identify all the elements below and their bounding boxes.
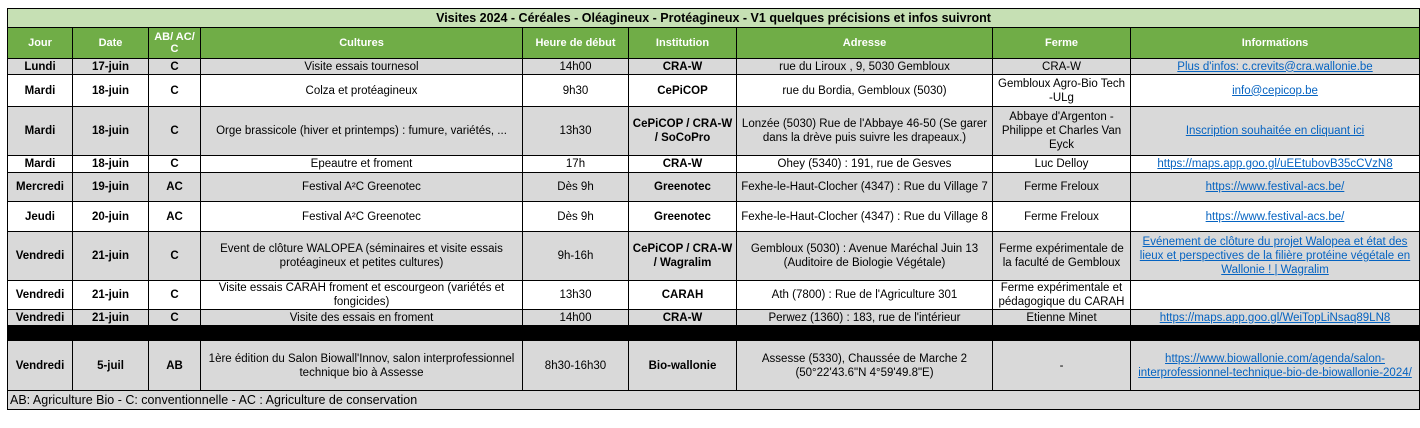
info-link[interactable]: https://maps.app.goo.gl/WeiTopLiNsaq89LN8: [1159, 311, 1391, 324]
cell-date: 19-juin: [73, 173, 149, 202]
cell-info: [1131, 281, 1420, 310]
cell-cultures: Visite essais CARAH froment et escourgeon (variétés et fongicides): [201, 281, 523, 310]
cell-institution: Bio-wallonie: [629, 341, 737, 391]
cell-adresse: Fexhe-le-Haut-Clocher (4347) : Rue du Village 7: [737, 173, 993, 202]
cell-date: 21-juin: [73, 281, 149, 310]
cell-type: AB: [149, 341, 201, 391]
cell-info: [1131, 310, 1420, 326]
cell-cultures: Colza et protéagineux: [201, 75, 523, 107]
cell-type: C: [149, 156, 201, 173]
header-row: [8, 28, 1420, 59]
cell-type: C: [149, 281, 201, 310]
cell-date: 18-juin: [73, 75, 149, 107]
table-row: [8, 107, 1420, 156]
cell-institution: Greenotec: [629, 202, 737, 232]
cell-adresse: Perwez (1360) : 183, rue de l'intérieur: [737, 310, 993, 326]
cell-date: 18-juin: [73, 156, 149, 173]
cell-cultures: Visite essais tournesol: [201, 59, 523, 75]
cell-institution: CRA-W: [629, 310, 737, 326]
cell-adresse: Gembloux (5030) : Avenue Maréchal Juin 13 (Auditoire de Biologie Végétale): [737, 232, 993, 281]
legend-footer: AB: Agriculture Bio - C: conventionnelle - AC : Agriculture de conservation: [8, 391, 1420, 410]
cell-adresse: rue du Liroux , 9, 5030 Gembloux: [737, 59, 993, 75]
info-link[interactable]: Inscription souhaitée en cliquant ici: [1185, 125, 1365, 137]
cell-info: [1131, 75, 1420, 107]
cell-type: C: [149, 59, 201, 75]
sheet-title: Visites 2024 - Céréales - Oléagineux - Protéagineux - V1 quelques précisions et infos suivront: [8, 9, 1420, 28]
cell-date: 18-juin: [73, 107, 149, 156]
cell-info: [1131, 107, 1420, 156]
cell-heure: 14h00: [523, 310, 629, 326]
header-informations: Informations: [1131, 28, 1420, 59]
info-link[interactable]: https://maps.app.goo.gl/uEEtubovB35cCVzN8: [1157, 158, 1393, 170]
table-row: [8, 202, 1420, 232]
cell-jour: Mardi: [8, 107, 73, 156]
cell-cultures: 1ère édition du Salon Biowall'Innov, salon interprofessionnel technique bio à Assesse: [201, 341, 523, 391]
cell-adresse: Fexhe-le-Haut-Clocher (4347) : Rue du Village 8: [737, 202, 993, 232]
cell-ferme: CRA-W: [993, 59, 1131, 75]
cell-institution: CRA-W: [629, 59, 737, 75]
cell-jour: Lundi: [8, 59, 73, 75]
info-link[interactable]: Plus d'infos: c.crevits@cra.wallonie.be: [1177, 60, 1373, 73]
info-link[interactable]: https://www.festival-acs.be/: [1205, 210, 1345, 223]
spreadsheet: [7, 8, 1419, 410]
cell-info: [1131, 341, 1420, 391]
footer-row: [8, 391, 1420, 410]
visits-table: [7, 8, 1420, 410]
header-cultures: Cultures: [201, 28, 523, 59]
cell-cultures: Event de clôture WALOPEA (séminaires et visite essais protéagineux et petites cultures): [201, 232, 523, 281]
header-heure: Heure de début: [523, 28, 629, 59]
table-row: [8, 281, 1420, 310]
table-row: [8, 59, 1420, 75]
cell-heure: 9h-16h: [523, 232, 629, 281]
table-row: [8, 156, 1420, 173]
cell-ferme: -: [993, 341, 1131, 391]
cell-info: [1131, 232, 1420, 281]
header-date: Date: [73, 28, 149, 59]
cell-heure: 17h: [523, 156, 629, 173]
cell-date: 20-juin: [73, 202, 149, 232]
header-adresse: Adresse: [737, 28, 993, 59]
cell-jour: Mardi: [8, 156, 73, 173]
cell-institution: CePiCOP / CRA-W / SoCoPro: [629, 107, 737, 156]
cell-date: 17-juin: [73, 59, 149, 75]
cell-type: AC: [149, 202, 201, 232]
cell-heure: 14h00: [523, 59, 629, 75]
cell-ferme: Gembloux Agro-Bio Tech -ULg: [993, 75, 1131, 107]
table-row: [8, 173, 1420, 202]
cell-info: [1131, 202, 1420, 232]
header-type: AB/ AC/ C: [149, 28, 201, 59]
cell-adresse: Lonzée (5030) Rue de l'Abbaye 46-50 (Se garer dans la drève puis suivre les drapeaux.): [737, 107, 993, 156]
cell-adresse: rue du Bordia, Gembloux (5030): [737, 75, 993, 107]
cell-cultures: Visite des essais en froment: [201, 310, 523, 326]
cell-ferme: Ferme Freloux: [993, 173, 1131, 202]
cell-heure: Dès 9h: [523, 173, 629, 202]
cell-institution: CePiCOP / CRA-W / Wagralim: [629, 232, 737, 281]
cell-ferme: Ferme Freloux: [993, 202, 1131, 232]
table-row: [8, 75, 1420, 107]
info-link[interactable]: info@cepicop.be: [1232, 84, 1318, 97]
cell-date: 5-juil: [73, 341, 149, 391]
cell-adresse: Ath (7800) : Rue de l'Agriculture 301: [737, 281, 993, 310]
cell-heure: 13h30: [523, 281, 629, 310]
cell-type: C: [149, 310, 201, 326]
cell-jour: Jeudi: [8, 202, 73, 232]
cell-cultures: Festival A²C Greenotec: [201, 202, 523, 232]
info-link[interactable]: https://www.biowallonie.com/agenda/salon-interprofessionnel-technique-bio-de-biowallonie-2024/: [1138, 352, 1412, 379]
cell-type: AC: [149, 173, 201, 202]
separator-row: [8, 326, 1420, 341]
cell-info: [1131, 156, 1420, 173]
cell-ferme: Ferme expérimentale de la faculté de Gembloux: [993, 232, 1131, 281]
cell-institution: CRA-W: [629, 156, 737, 173]
cell-type: C: [149, 75, 201, 107]
cell-heure: 9h30: [523, 75, 629, 107]
table-row: [8, 341, 1420, 391]
cell-jour: Mercredi: [8, 173, 73, 202]
cell-jour: Mardi: [8, 75, 73, 107]
cell-info: [1131, 173, 1420, 202]
cell-date: 21-juin: [73, 232, 149, 281]
cell-heure: Dès 9h: [523, 202, 629, 232]
info-link[interactable]: Evénement de clôture du projet Walopea et état des lieux et perspectives de la filière protéine végétale en Wallonie ! | Wagralim: [1139, 236, 1411, 276]
cell-jour: Vendredi: [8, 341, 73, 391]
cell-ferme: Abbaye d'Argenton - Philippe et Charles Van Eyck: [993, 107, 1131, 156]
cell-cultures: Festival A²C Greenotec: [201, 173, 523, 202]
cell-cultures: Epeautre et froment: [201, 156, 523, 173]
cell-cultures: Orge brassicole (hiver et printemps) : fumure, variétés, ...: [201, 107, 523, 156]
cell-ferme: Etienne Minet: [993, 310, 1131, 326]
cell-info: [1131, 59, 1420, 75]
cell-institution: CARAH: [629, 281, 737, 310]
cell-date: 21-juin: [73, 310, 149, 326]
header-institution: Institution: [629, 28, 737, 59]
cell-jour: Vendredi: [8, 232, 73, 281]
cell-adresse: Ohey (5340) : 191, rue de Gesves: [737, 156, 993, 173]
cell-heure: 13h30: [523, 107, 629, 156]
header-jour: Jour: [8, 28, 73, 59]
separator-bar: [8, 326, 1420, 341]
info-link[interactable]: https://www.festival-acs.be/: [1205, 181, 1345, 193]
table-row: [8, 232, 1420, 281]
header-ferme: Ferme: [993, 28, 1131, 59]
cell-institution: CePiCOP: [629, 75, 737, 107]
cell-type: C: [149, 232, 201, 281]
cell-jour: Vendredi: [8, 310, 73, 326]
table-row: [8, 310, 1420, 326]
cell-institution: Greenotec: [629, 173, 737, 202]
cell-heure: 8h30-16h30: [523, 341, 629, 391]
cell-ferme: Ferme expérimentale et pédagogique du CARAH: [993, 281, 1131, 310]
cell-ferme: Luc Delloy: [993, 156, 1131, 173]
cell-jour: Vendredi: [8, 281, 73, 310]
cell-adresse: Assesse (5330), Chaussée de Marche 2 (50°22'43.6"N 4°59'49.8"E): [737, 341, 993, 391]
cell-type: C: [149, 107, 201, 156]
